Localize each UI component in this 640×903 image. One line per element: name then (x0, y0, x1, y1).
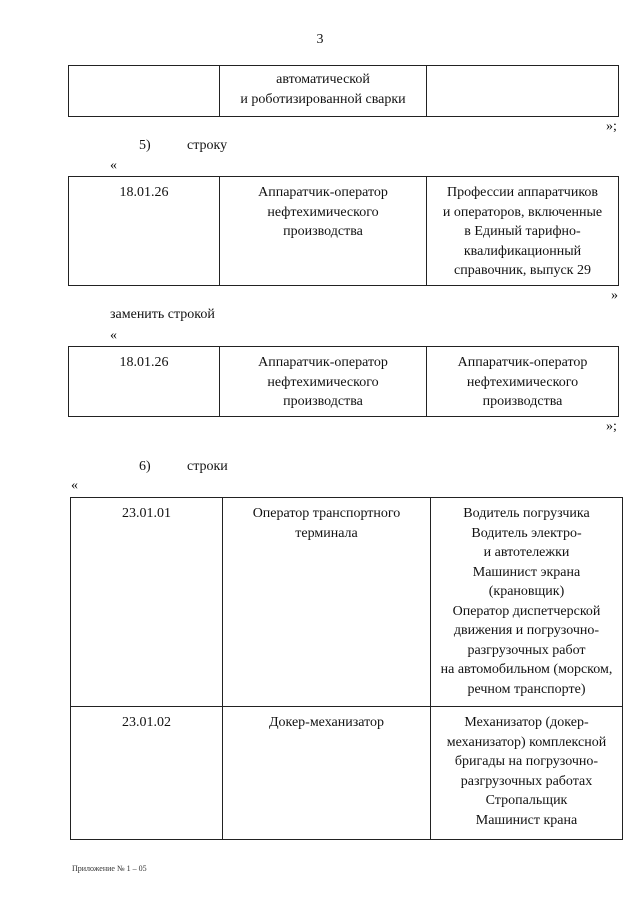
table-row (69, 66, 619, 117)
page-number: 3 (316, 32, 324, 47)
open-quote: « (110, 158, 117, 173)
profession-cell: Водитель погрузчика Водитель электро- и автотележки Машинист экрана (крановщик) Оператор диспетчерской движения и погрузочно- разгрузочных работ на автомобильном (морском, речном транспорте) (431, 498, 623, 707)
profession-cell: Аппаратчик-оператор нефтехимического производства (427, 347, 619, 417)
code-cell (69, 66, 220, 117)
table-continuation (68, 65, 619, 117)
profession-cell: Механизатор (докер- механизатор) комплексной бригады на погрузочно- разгрузочных работах Стропальщик Машинист крана (431, 707, 623, 840)
item-word: строку (187, 138, 228, 153)
code-cell: 18.01.26 (69, 177, 220, 286)
item-number: 5) (139, 138, 151, 153)
name-cell: Докер-механизатор (223, 707, 431, 840)
table-new-row (68, 346, 619, 417)
profession-cell (427, 66, 619, 117)
close-quote: »; (606, 419, 617, 434)
code-cell: 18.01.26 (69, 347, 220, 417)
table-rows-item6 (70, 497, 623, 840)
close-quote: » (611, 288, 618, 303)
close-quote: »; (606, 119, 617, 134)
table-row (69, 347, 619, 417)
name-cell: Аппаратчик-оператор нефтехимического производства (220, 347, 427, 417)
item-number: 6) (139, 459, 151, 474)
code-cell: 23.01.01 (71, 498, 223, 707)
code-cell: 23.01.02 (71, 707, 223, 840)
replace-text: заменить строкой (110, 307, 215, 322)
open-quote: « (71, 478, 78, 493)
item-word: строки (187, 459, 228, 474)
name-cell: Аппаратчик-оператор нефтехимического производства (220, 177, 427, 286)
table-row (69, 177, 619, 286)
table-row (71, 707, 623, 840)
name-cell: автоматической и роботизированной сварки (220, 66, 427, 117)
profession-cell: Профессии аппаратчиков и операторов, включенные в Единый тарифно- квалификационный справочник, выпуск 29 (427, 177, 619, 286)
table-row (71, 498, 623, 707)
footer-appendix-label: Приложение № 1 – 05 (72, 864, 147, 873)
open-quote: « (110, 328, 117, 343)
name-cell: Оператор транспортного терминала (223, 498, 431, 707)
table-old-row (68, 176, 619, 286)
